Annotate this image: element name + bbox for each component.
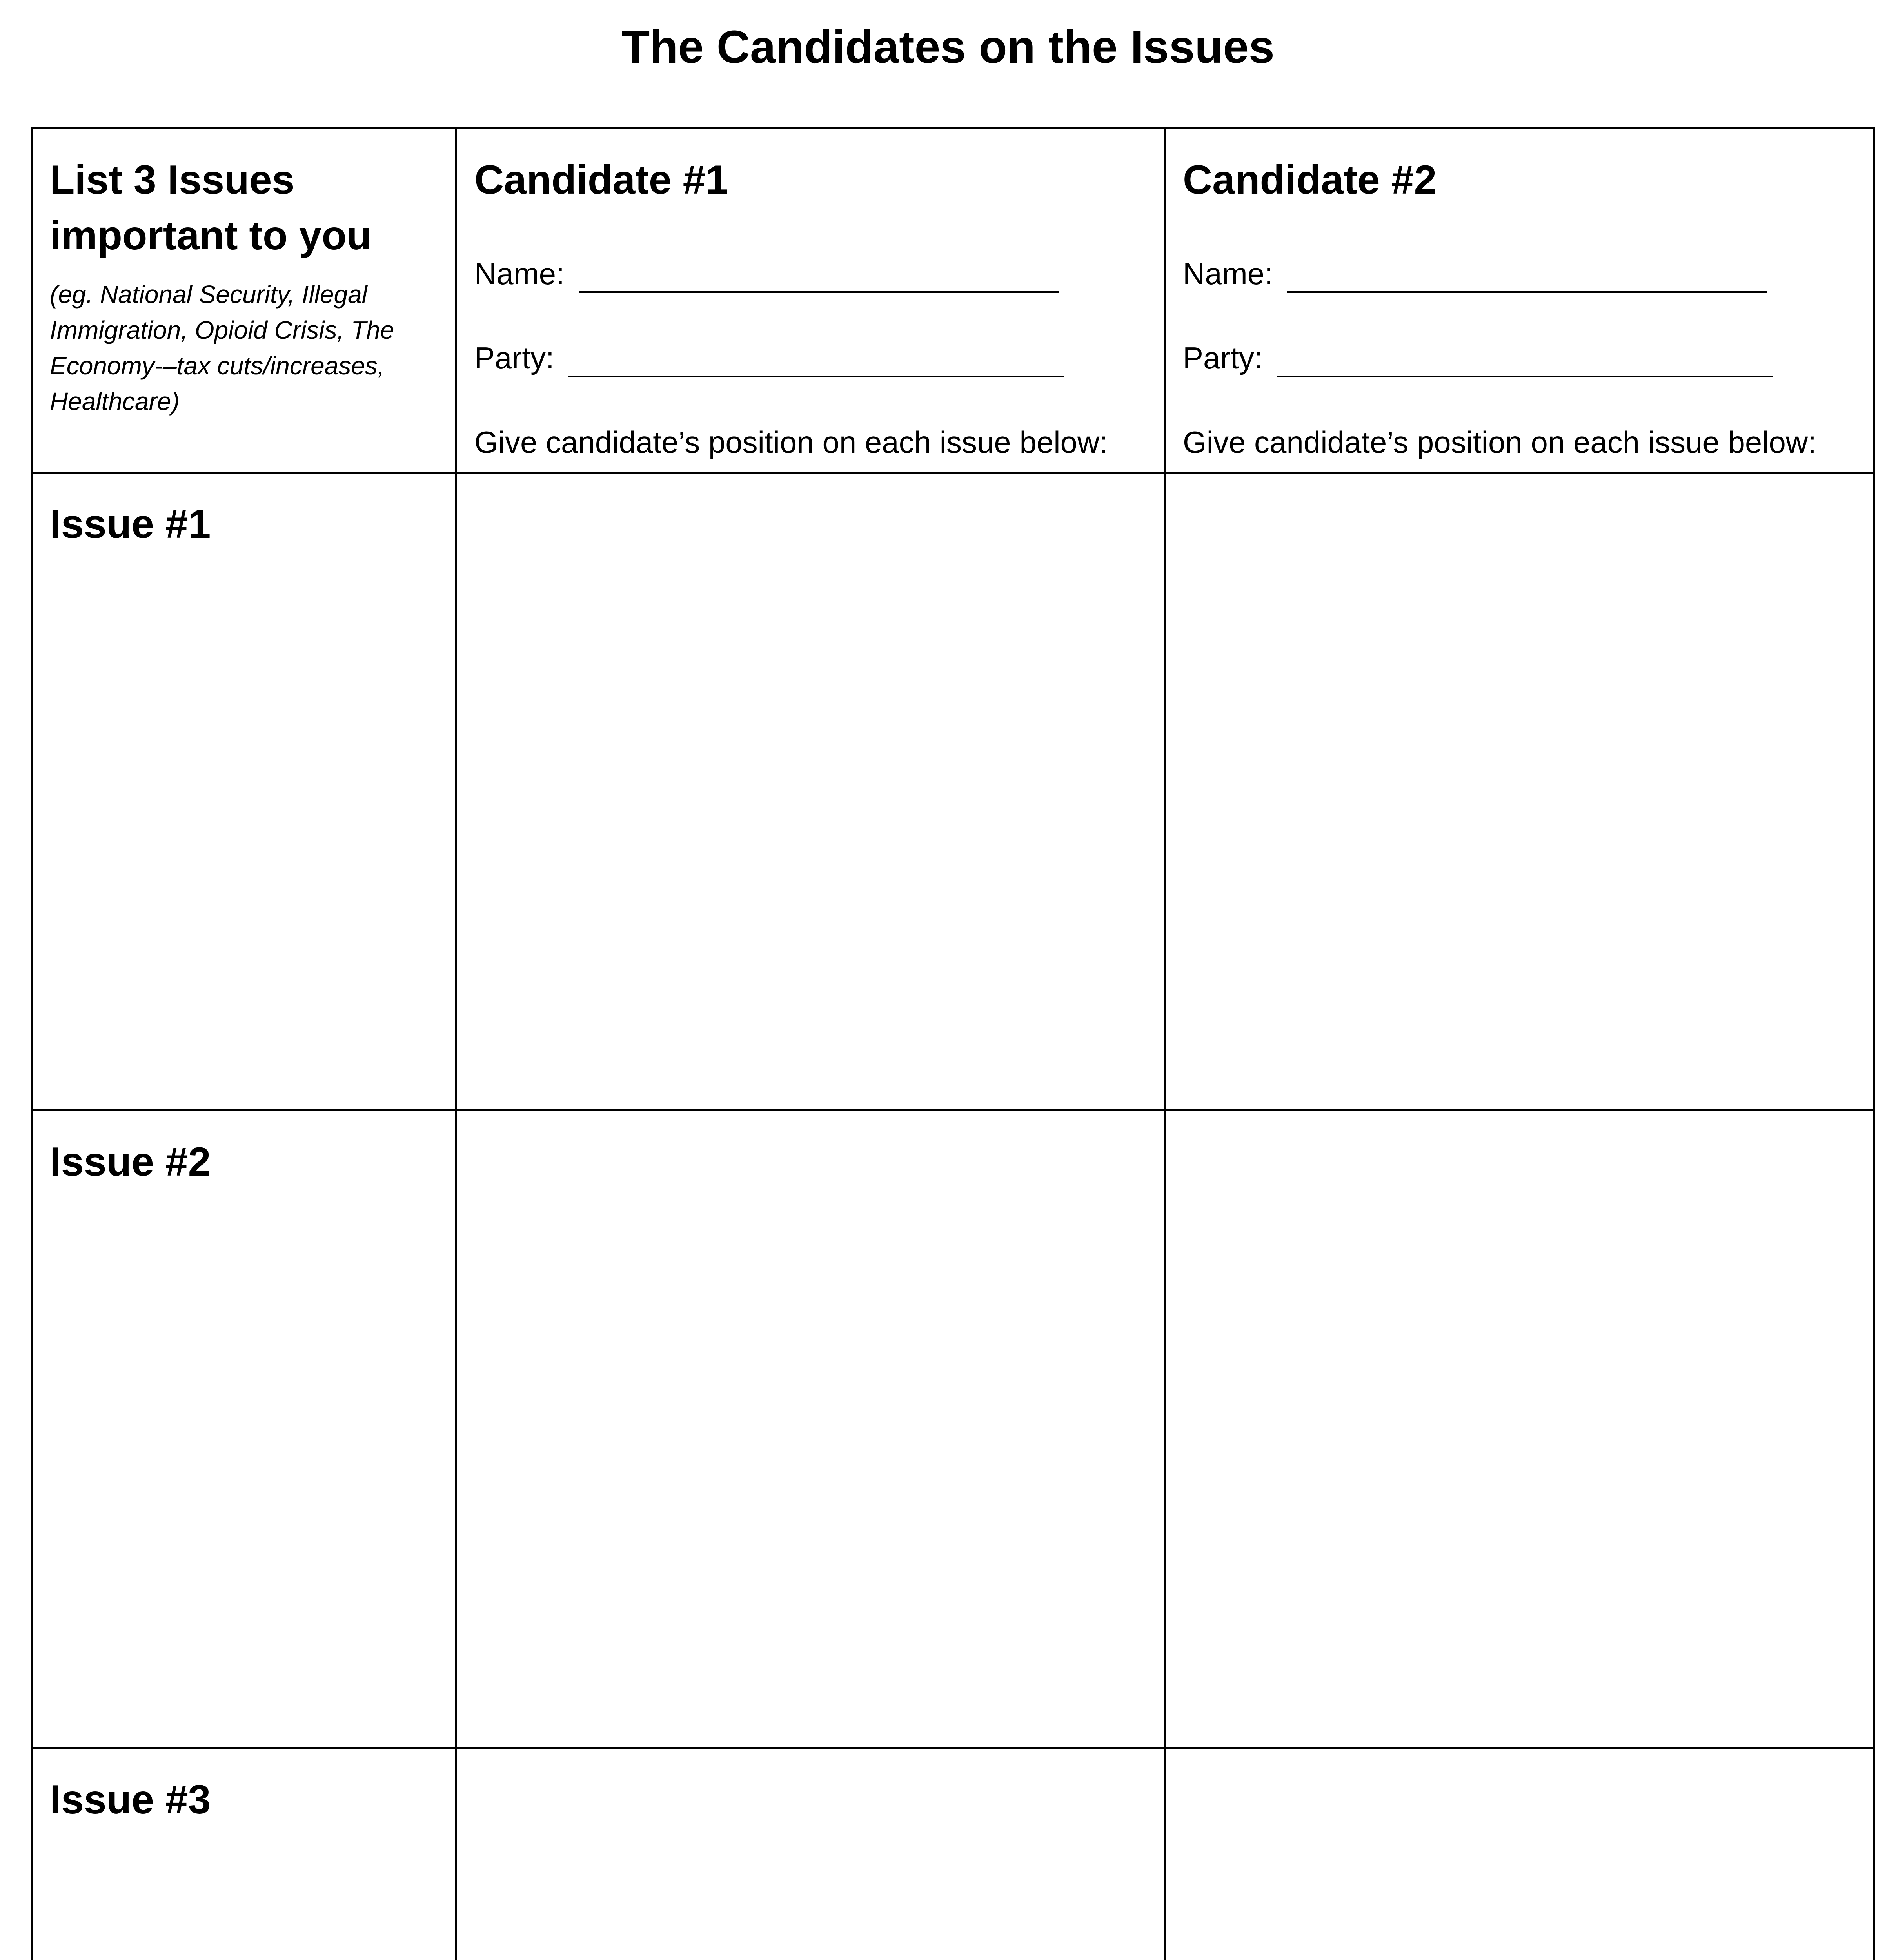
- candidate-2-issue-1-response[interactable]: [1165, 473, 1874, 1111]
- table-row: [32, 473, 1874, 1111]
- issues-header-cell: [32, 129, 456, 473]
- issue-1-label: Issue #1: [50, 501, 211, 547]
- page-title: The Candidates on the Issues: [621, 21, 1275, 73]
- table-header-row: [32, 129, 1874, 473]
- table-row: [32, 1111, 1874, 1748]
- candidate-2-name-blank[interactable]: [1287, 261, 1767, 293]
- candidate-2-party-field[interactable]: [1183, 338, 1856, 377]
- candidate-1-party-field[interactable]: [474, 338, 1146, 377]
- candidate-1-party-blank[interactable]: [568, 346, 1064, 377]
- candidate-1-party-label: Party:: [474, 341, 554, 375]
- issue-2-label: Issue #2: [50, 1139, 211, 1185]
- candidate-2-issue-3-response[interactable]: [1165, 1748, 1874, 1960]
- candidate-1-instruction: Give candidate’s position on each issue below:: [474, 425, 1108, 459]
- candidate-1-name-label: Name:: [474, 256, 565, 291]
- candidate-1-issue-1-response[interactable]: [456, 473, 1165, 1111]
- candidate-1-issue-2-response[interactable]: [456, 1111, 1165, 1748]
- issues-heading: List 3 Issues important to you: [50, 157, 372, 258]
- issues-examples: (eg. National Security, Illegal Immigration, Opioid Crisis, The Economy-–tax cuts/increases, Healthcare): [50, 280, 394, 416]
- candidate-2-name-field[interactable]: [1183, 254, 1856, 293]
- candidate-1-name-field[interactable]: [474, 254, 1146, 293]
- issue-2-cell[interactable]: [32, 1111, 456, 1748]
- candidate-2-header-cell: [1165, 129, 1874, 473]
- table-row: [32, 1748, 1874, 1960]
- candidate-2-name-label: Name:: [1183, 256, 1273, 291]
- candidate-2-instruction: Give candidate’s position on each issue below:: [1183, 425, 1816, 459]
- candidates-issues-table: [31, 127, 1875, 1960]
- candidate-1-header-cell: [456, 129, 1165, 473]
- candidate-1-heading: Candidate #1: [474, 157, 728, 203]
- candidate-2-party-label: Party:: [1183, 341, 1263, 375]
- issue-1-cell[interactable]: [32, 473, 456, 1111]
- candidate-1-issue-3-response[interactable]: [456, 1748, 1165, 1960]
- candidate-1-name-blank[interactable]: [579, 261, 1059, 293]
- candidate-2-party-blank[interactable]: [1277, 346, 1773, 377]
- candidate-2-heading: Candidate #2: [1183, 157, 1437, 203]
- candidate-2-issue-2-response[interactable]: [1165, 1111, 1874, 1748]
- issue-3-cell[interactable]: [32, 1748, 456, 1960]
- issue-3-label: Issue #3: [50, 1777, 211, 1822]
